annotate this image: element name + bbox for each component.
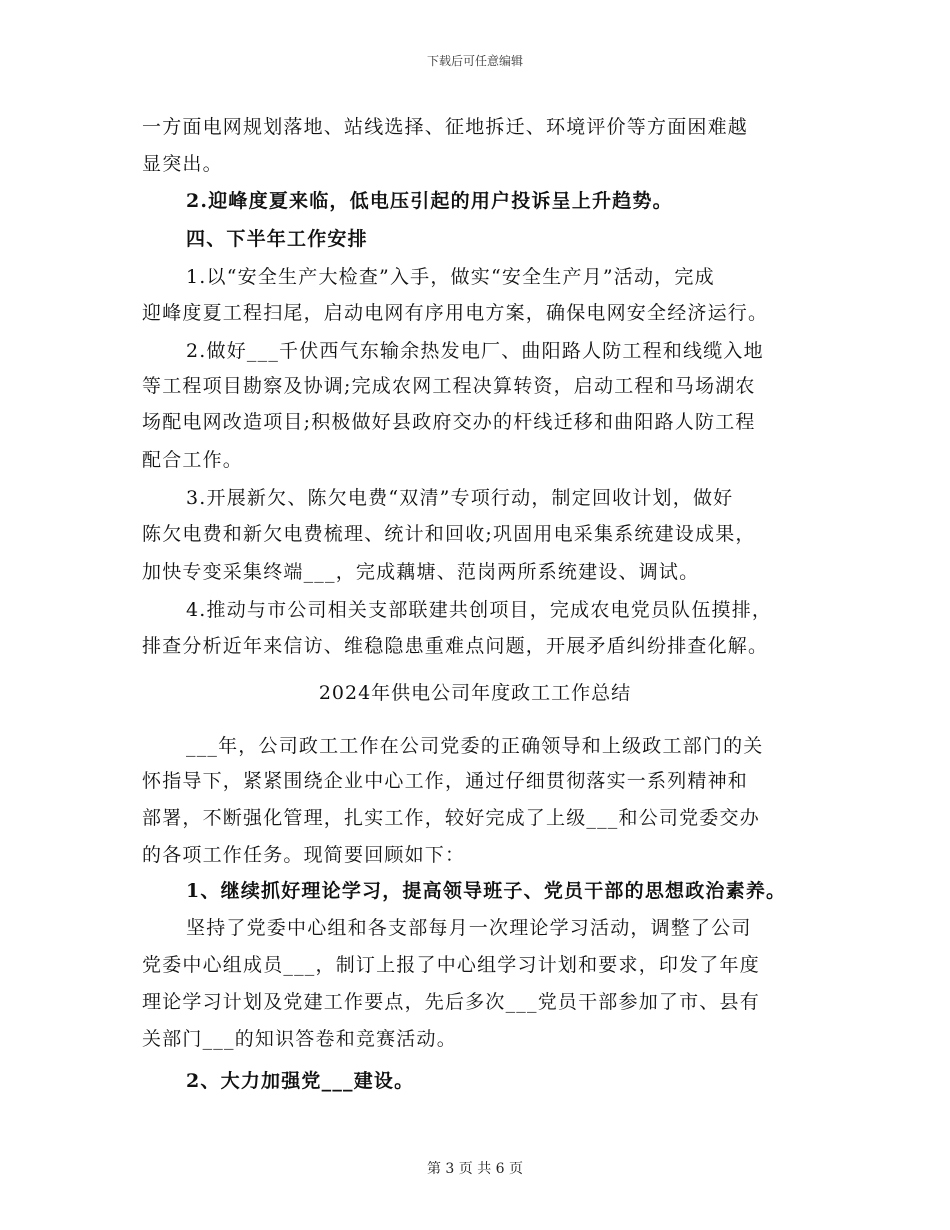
text-line: 怀指导下，紧紧围绕企业中心工作，通过仔细贯彻落实一系列精神和 — [142, 770, 749, 792]
text-line: 陈欠电费和新欠电费梳理、统计和回收;巩固用电采集系统建设成果， — [142, 523, 756, 545]
bold-line: 2、大力加强党___建设。 — [186, 1070, 415, 1092]
text-line: 1.以“安全生产大检查”入手，做实“安全生产月”活动，完成 — [186, 266, 715, 288]
text-line: 2.做好___千伏西气东输余热发电厂、曲阳路人防工程和线缆入地 — [186, 340, 764, 362]
text-line: 等工程项目勘察及协调;完成农网工程决算转资，启动工程和马场湖农 — [142, 375, 756, 397]
text-line: 坚持了党委中心组和各支部每月一次理论学习活动，调整了公司 — [186, 917, 752, 939]
text-line: 场配电网改造项目;积极做好县政府交办的杆线迁移和曲阳路人防工程 — [142, 411, 756, 433]
text-line: 关部门___的知识答卷和竞赛活动。 — [142, 1028, 457, 1050]
text-line: 显突出。 — [142, 153, 223, 175]
bold-line: 1、继续抓好理论学习，提高领导班子、党员干部的思想政治素养。 — [186, 880, 787, 902]
text-line: 理论学习计划及党建工作要点，先后多次___党员干部参加了市、县有 — [142, 991, 760, 1013]
page-footer: 第 3 页 共 6 页 — [426, 1161, 524, 1177]
document-title: 2024年供电公司年度政工工作总结 — [318, 682, 632, 704]
section-heading: 四、下半年工作安排 — [186, 228, 368, 250]
text-line: 党委中心组成员___，制订上报了中心组学习计划和要求，印发了年度 — [142, 954, 760, 976]
text-line: 迎峰度夏工程扫尾，启动电网有序用电方案，确保电网安全经济运行。 — [142, 302, 769, 324]
text-line: 部署，不断强化管理，扎实工作，较好完成了上级___和公司党委交办 — [142, 807, 760, 829]
text-line: 排查分析近年来信访、维稳隐患重难点问题，开展矛盾纠纷排查化解。 — [142, 635, 769, 657]
text-line: ___年，公司政工工作在公司党委的正确领导和上级政工部门的关 — [186, 735, 764, 757]
text-line: 配合工作。 — [142, 449, 244, 471]
bold-line: 2.迎峰度夏来临，低电压引起的用户投诉呈上升趋势。 — [186, 190, 673, 212]
page-header: 下载后可任意编辑 — [426, 54, 523, 68]
text-line: 3.开展新欠、陈欠电费“双清”专项行动，制定回收计划，做好 — [186, 487, 734, 509]
text-line: 加快专变采集终端___，完成藕塘、范岗两所系统建设、调试。 — [142, 561, 700, 583]
text-line: 4.推动与市公司相关支部联建共创项目，完成农电党员队伍摸排， — [186, 599, 773, 621]
text-line: 一方面电网规划落地、站线选择、征地拆迁、环境评价等方面困难越 — [142, 116, 749, 138]
text-line: 的各项工作任务。现简要回顾如下： — [142, 844, 466, 866]
